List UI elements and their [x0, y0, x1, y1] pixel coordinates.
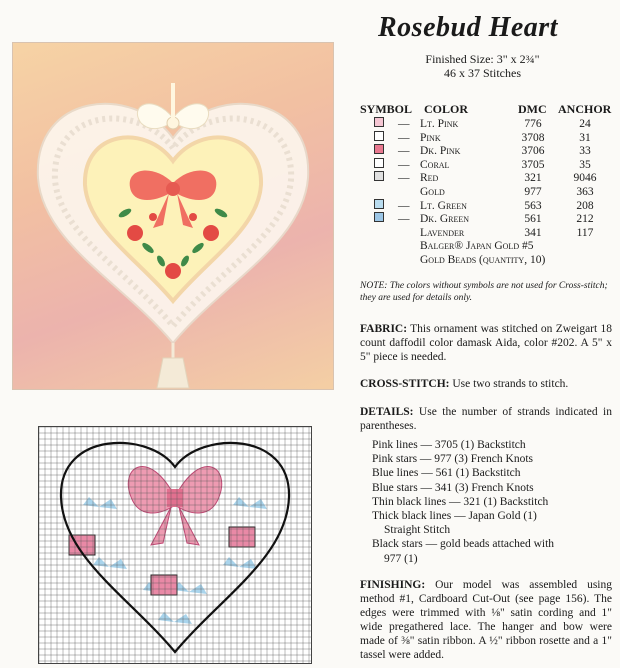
details-text: Use the number of strands indicated in parentheses. [360, 406, 612, 432]
legend-color-name: Gold Beads (quantity, 10) [420, 254, 546, 266]
legend-row [360, 117, 615, 131]
legend-color-name: Gold [420, 186, 445, 198]
details-line: Blue stars — 341 (3) French Knots [372, 481, 534, 494]
fabric-paragraph [360, 322, 612, 364]
details-line: 977 (1) [384, 552, 418, 565]
legend-row [360, 144, 615, 158]
leaf-motif [83, 497, 117, 509]
legend-row [360, 185, 615, 199]
header-symbol: SYMBOL [360, 102, 413, 116]
ornament-photo [12, 42, 334, 390]
legend-dash: — [398, 131, 410, 144]
fabric-label: FABRIC: [360, 323, 408, 335]
details-paragraph [360, 405, 612, 433]
legend-anchor: 363 [576, 186, 594, 198]
legend-dash: — [398, 172, 410, 185]
legend-row [360, 199, 615, 213]
legend-symbol-swatch [374, 171, 384, 181]
details-line: Thin black lines — 321 (1) Backstitch [372, 495, 549, 508]
cross-stitch-label: CROSS-STITCH: [360, 378, 450, 390]
legend-color-name: Red [420, 172, 439, 185]
legend-dash: — [398, 118, 410, 130]
page-title: Rosebud Heart [378, 12, 558, 43]
legend-anchor: 35 [579, 158, 591, 171]
legend-dash: — [398, 213, 410, 226]
cross-stitch-text: Use two strands to stitch. [449, 378, 569, 390]
details-line: Straight Stitch [384, 524, 451, 537]
legend-color-name: Coral [420, 158, 450, 171]
details-line: Blue lines — 561 (1) Backstitch [372, 467, 521, 480]
legend-dmc: 341 [524, 226, 542, 239]
legend-dash: — [398, 199, 410, 212]
legend-anchor: 24 [579, 118, 591, 130]
legend-dmc: 776 [524, 118, 542, 130]
details-line: Pink stars — 977 (3) French Knots [372, 453, 533, 466]
legend-color-name: Dk. Green [420, 213, 470, 226]
legend-color-name: Dk. Pink [420, 145, 461, 158]
legend-color-name: Lavender [420, 226, 465, 239]
details-label: DETAILS: [360, 406, 414, 418]
finishing-label: FINISHING: [360, 579, 426, 591]
header-anchor: ANCHOR [558, 102, 612, 116]
finishing-text: Our model was assembled using method #1, Cardboard Cut-Out (see page 156). The edges were trimmed with ⅛" satin cording and 1" wide pregathered lace. The hanger and bow were made of ⅜" satin ribbon. A ½" ribbon rosette and a 1" tassel were added. [360, 579, 612, 661]
details-line: Thick black lines — Japan Gold (1) [372, 510, 537, 522]
legend-note: NOTE: The colors without symbols are not used for Cross-stitch; they are used for details only. [360, 281, 608, 303]
legend-dmc: 321 [524, 172, 542, 185]
legend-row [360, 171, 615, 185]
legend-anchor: 9046 [573, 172, 597, 185]
cross-stitch-paragraph [360, 377, 612, 391]
legend-dmc: 563 [524, 199, 542, 212]
legend-dmc: 561 [524, 213, 542, 226]
leaf-motif [173, 582, 207, 594]
bow-knot [167, 489, 183, 507]
legend-dmc: 3708 [521, 131, 545, 144]
legend-anchor: 212 [576, 213, 594, 226]
legend-row [360, 131, 615, 145]
legend-anchor: 208 [576, 199, 594, 212]
legend-header [360, 102, 615, 116]
header-color: COLOR [424, 102, 469, 116]
finishing-paragraph [360, 578, 612, 662]
legend-anchor: 117 [576, 226, 594, 239]
legend-dmc: 977 [524, 186, 542, 198]
legend-anchor: 31 [579, 131, 591, 144]
legend-color-name: Balger® Japan Gold #5 [420, 240, 534, 253]
finished-size: Finished Size: 3" x 2¾" [425, 52, 540, 66]
leaf-motif [223, 557, 257, 569]
legend-row [360, 253, 615, 267]
rosebud-motif [151, 575, 177, 595]
legend-color-name: Pink [420, 131, 441, 144]
legend-row [360, 226, 615, 240]
header-dmc: DMC [518, 102, 547, 116]
fabric-text: This ornament was stitched on Zweigart 18 count daffodil color damask Aida, color #202. A 5" x 5" piece is needed. [360, 323, 612, 363]
legend-symbol-swatch [374, 158, 384, 168]
legend-dmc: 3706 [521, 145, 545, 158]
legend-dmc: 3705 [521, 158, 545, 171]
legend-dash: — [398, 145, 410, 158]
legend-row [360, 212, 615, 226]
leaf-motif [93, 557, 127, 569]
legend-color-name: Lt. Pink [420, 118, 459, 130]
details-line: Pink lines — 3705 (1) Backstitch [372, 439, 526, 451]
leaf-motif [158, 612, 192, 624]
stitch-count: 46 x 37 Stitches [444, 66, 521, 80]
legend-symbol-swatch [374, 117, 384, 127]
legend-symbol-swatch [374, 131, 384, 141]
legend-symbol-swatch [374, 144, 384, 154]
stitch-chart [38, 426, 312, 664]
legend-anchor: 33 [579, 145, 591, 158]
legend-color-name: Lt. Green [420, 199, 467, 212]
details-line: Black stars — gold beads attached with [372, 538, 555, 551]
leaf-motif [233, 497, 267, 509]
legend-symbol-swatch [374, 199, 384, 209]
legend-row [360, 158, 615, 172]
legend-row [360, 239, 615, 253]
rosebud-motif [229, 527, 255, 547]
legend-symbol-swatch [374, 212, 384, 222]
legend-dash: — [398, 158, 410, 171]
